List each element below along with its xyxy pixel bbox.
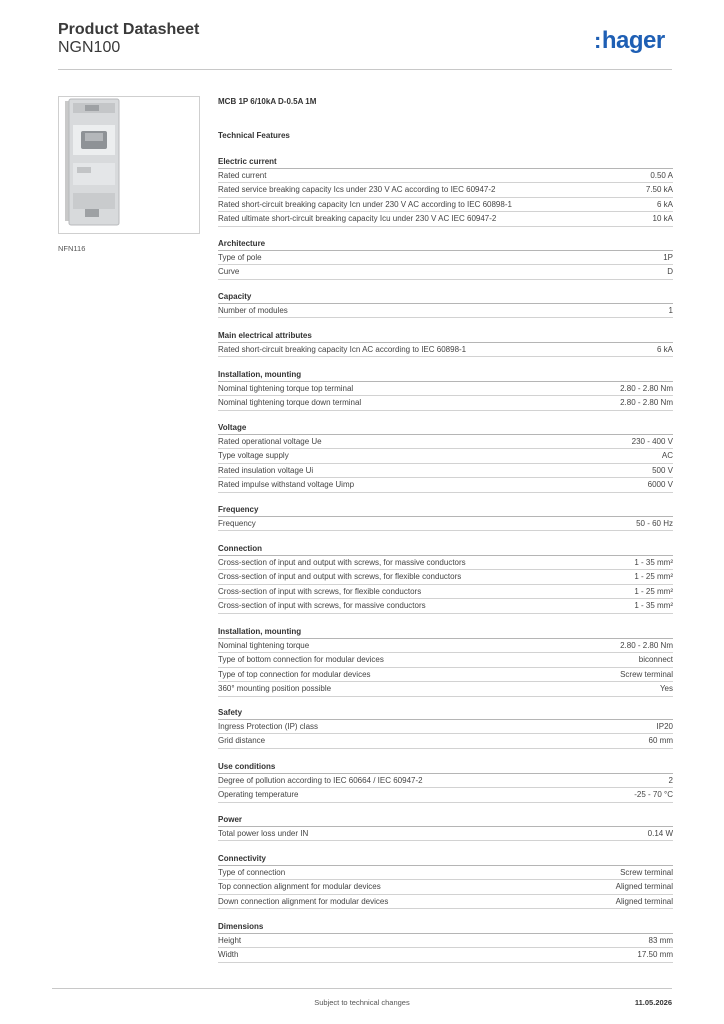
section-title: Connectivity <box>218 854 267 863</box>
feature-row <box>218 734 673 749</box>
feature-value: 500 V <box>652 465 673 475</box>
feature-label: Nominal tightening torque down terminal <box>218 398 362 407</box>
circuit-breaker-image <box>59 97 199 233</box>
feature-row <box>218 382 673 397</box>
feature-label: Type of connection <box>218 867 286 877</box>
section-title: Dimensions <box>218 922 264 931</box>
feature-value: 17.50 mm <box>637 950 673 959</box>
feature-label: Top connection alignment for modular devices <box>218 882 381 891</box>
feature-label: Frequency <box>218 518 256 528</box>
feature-label: Rated ultimate short-circuit breaking capacity Icu under 230 V AC IEC 60947-2 <box>218 214 497 223</box>
feature-row <box>218 517 673 532</box>
feature-row <box>218 396 673 411</box>
feature-label: 360° mounting position possible <box>218 684 332 693</box>
logo-prefix: : <box>594 28 601 53</box>
feature-value: Screw terminal <box>620 867 673 877</box>
feature-value: 2.80 - 2.80 Nm <box>620 398 673 407</box>
feature-value: Screw terminal <box>620 669 673 679</box>
feature-row <box>218 198 673 213</box>
feature-value: 6 kA <box>656 199 673 209</box>
feature-label: Curve <box>218 267 240 276</box>
feature-row <box>218 265 673 280</box>
feature-label: Total power loss under IN <box>218 828 309 838</box>
feature-label: Cross-section of input with screws, for massive conductors <box>218 601 426 610</box>
feature-row <box>218 948 673 963</box>
feature-row <box>218 251 673 266</box>
product-image <box>58 96 200 234</box>
feature-row <box>218 183 673 198</box>
feature-row <box>218 866 673 881</box>
feature-row <box>218 599 673 614</box>
feature-label: Number of modules <box>218 305 288 315</box>
feature-label: Rated service breaking capacity Ics under 230 V AC according to IEC 60947-2 <box>218 185 496 194</box>
feature-label: Rated short-circuit breaking capacity Icn AC according to IEC 60898-1 <box>218 344 467 354</box>
feature-row <box>218 478 673 493</box>
section-title: Voltage <box>218 423 247 432</box>
feature-label: Cross-section of input and output with screws, for flexible conductors <box>218 572 462 581</box>
footer-note: Subject to technical changes <box>314 998 410 1007</box>
feature-value: Aligned terminal <box>615 882 673 891</box>
feature-value: AC <box>661 451 673 460</box>
feature-value: 6000 V <box>647 480 673 489</box>
feature-row <box>218 435 673 450</box>
feature-label: Degree of pollution according to IEC 60664 / IEC 60947-2 <box>218 775 423 785</box>
feature-value: 2.80 - 2.80 Nm <box>620 383 673 393</box>
feature-value: 10 kA <box>652 214 673 223</box>
feature-label: Type of pole <box>218 252 262 262</box>
feature-row <box>218 788 673 803</box>
feature-value: 1 - 25 mm² <box>634 586 673 596</box>
feature-row <box>218 880 673 895</box>
section-title: Capacity <box>218 292 252 301</box>
feature-label: Rated operational voltage Ue <box>218 436 322 446</box>
section-title: Installation, mounting <box>218 627 302 636</box>
feature-row <box>218 720 673 735</box>
feature-value: 1 - 35 mm² <box>634 557 673 567</box>
feature-row <box>218 343 673 358</box>
feature-value: Yes <box>659 684 673 693</box>
logo-text: hager <box>601 27 665 54</box>
feature-label: Down connection alignment for modular devices <box>218 896 389 906</box>
feature-row <box>218 639 673 654</box>
feature-value: 60 mm <box>648 736 673 745</box>
feature-label: Nominal tightening torque <box>218 640 310 650</box>
feature-label: Ingress Protection (IP) class <box>218 721 319 731</box>
technical-features-heading: Technical Features <box>218 131 290 140</box>
feature-value: IP20 <box>656 721 673 731</box>
feature-row <box>218 556 673 571</box>
feature-row <box>218 934 673 949</box>
footer-divider <box>52 988 672 989</box>
feature-value: D <box>667 267 673 276</box>
section-title: Frequency <box>218 505 259 514</box>
page-title: Product Datasheet <box>58 21 200 38</box>
feature-value: Aligned terminal <box>615 896 673 906</box>
feature-label: Operating temperature <box>218 790 299 799</box>
section-title: Electric current <box>218 157 277 166</box>
feature-row <box>218 570 673 585</box>
feature-value: 1 - 25 mm² <box>634 572 673 581</box>
feature-label: Rated current <box>218 170 267 180</box>
feature-label: Rated short-circuit breaking capacity Icn under 230 V AC according to IEC 60898-1 <box>218 199 512 209</box>
feature-row <box>218 304 673 319</box>
feature-value: 50 - 60 Hz <box>636 518 673 528</box>
feature-label: Cross-section of input with screws, for flexible conductors <box>218 586 422 596</box>
section-title: Connection <box>218 544 262 553</box>
product-name: MCB 1P 6/10kA D-0.5A 1M <box>218 97 317 106</box>
feature-value: 7.50 kA <box>645 185 673 194</box>
feature-label: Type voltage supply <box>218 451 289 460</box>
feature-row <box>218 464 673 479</box>
feature-row <box>218 585 673 600</box>
feature-value: biconnect <box>638 655 673 664</box>
section-title: Power <box>218 815 243 824</box>
hager-logo <box>594 27 665 55</box>
feature-value: 2.80 - 2.80 Nm <box>620 640 673 650</box>
feature-value: -25 - 70 °C <box>634 790 673 799</box>
feature-value: 2 <box>668 775 673 785</box>
feature-value: 1 <box>668 305 673 315</box>
footer-date: 11.05.2026 <box>634 998 672 1007</box>
feature-label: Grid distance <box>218 736 266 745</box>
feature-value: 230 - 400 V <box>631 436 673 446</box>
feature-label: Height <box>218 935 242 945</box>
feature-value: 6 kA <box>656 344 673 354</box>
section-title: Installation, mounting <box>218 370 302 379</box>
feature-row <box>218 668 673 683</box>
section-title: Architecture <box>218 239 266 248</box>
feature-label: Rated insulation voltage Ui <box>218 465 314 475</box>
image-caption: NFN116 <box>58 244 86 253</box>
feature-label: Nominal tightening torque top terminal <box>218 383 354 393</box>
feature-row <box>218 653 673 668</box>
feature-value: 1 - 35 mm² <box>634 601 673 610</box>
section-title: Main electrical attributes <box>218 331 312 340</box>
feature-value: 83 mm <box>648 935 673 945</box>
feature-label: Type of bottom connection for modular devices <box>218 655 384 664</box>
feature-row <box>218 895 673 910</box>
feature-row <box>218 169 673 184</box>
feature-row <box>218 449 673 464</box>
feature-label: Width <box>218 950 239 959</box>
feature-label: Type of top connection for modular devices <box>218 669 371 679</box>
feature-row <box>218 827 673 842</box>
header-divider <box>58 69 672 70</box>
feature-row <box>218 774 673 789</box>
feature-value: 0.14 W <box>647 828 673 838</box>
feature-label: Rated impulse withstand voltage Uimp <box>218 480 355 489</box>
feature-label: Cross-section of input and output with screws, for massive conductors <box>218 557 466 567</box>
section-title: Safety <box>218 708 243 717</box>
section-title: Use conditions <box>218 762 276 771</box>
feature-value: 1P <box>663 252 673 262</box>
feature-row <box>218 212 673 227</box>
product-code: NGN100 <box>58 39 121 56</box>
feature-row <box>218 682 673 697</box>
feature-value: 0.50 A <box>650 170 673 180</box>
